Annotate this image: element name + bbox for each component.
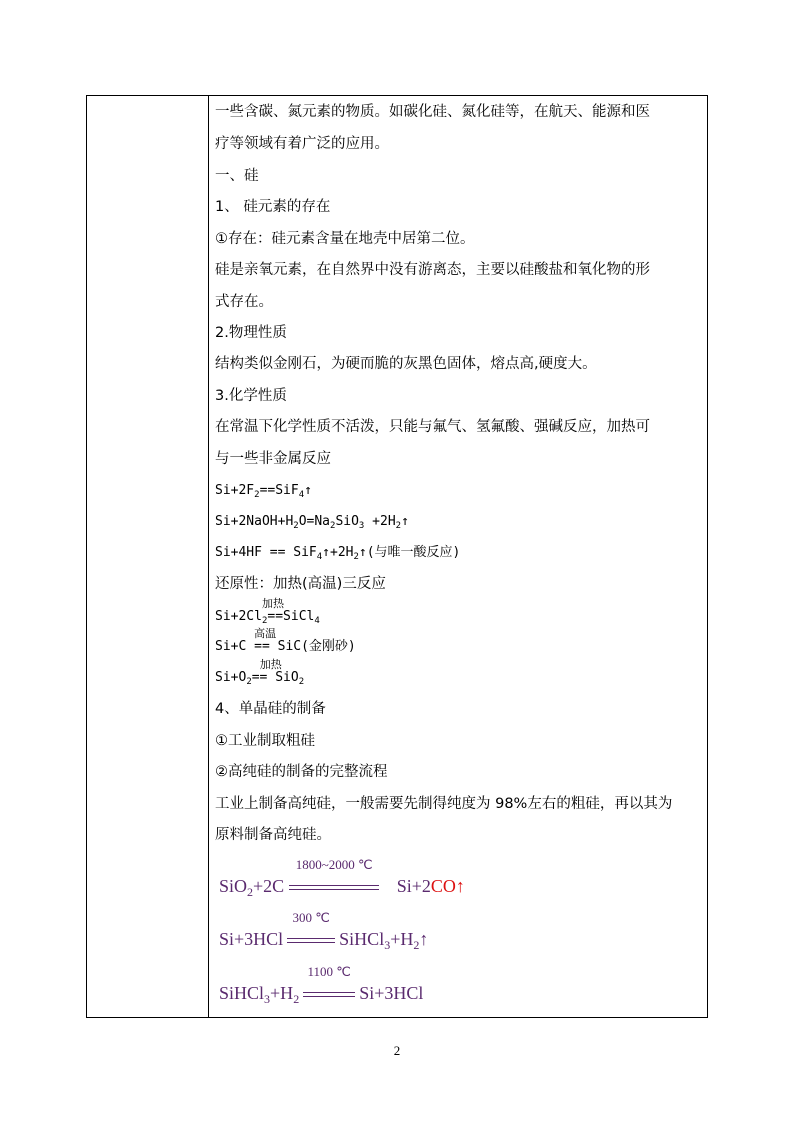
reaction-condition: 1100 ℃ xyxy=(303,983,355,1004)
text-line: 结构类似金刚石，为硬而脆的灰黑色固体，熔点高,硬度大。 xyxy=(215,356,597,372)
subsection-heading: 3.化学性质 xyxy=(215,388,287,404)
text-line: 与一些非金属反应 xyxy=(215,451,331,467)
reaction-si-f2: $Si+2F_2==SiF_4↑$ xyxy=(215,483,312,500)
reaction-si-c: Si+C 高温 == SiC(金刚砂) xyxy=(215,627,356,654)
text-line: ①存在：硅元素含量在地壳中居第二位。 xyxy=(215,231,475,247)
process-equation-2: Si+3HCl 300 ℃ $SiHCl_3+H_2↑$ xyxy=(219,910,429,952)
text-line: 疗等领域有着广泛的应用。 xyxy=(215,136,389,152)
subsection-heading: 1、 硅元素的存在 xyxy=(215,199,331,215)
text-line: 原料制备高纯硅。 xyxy=(215,827,331,843)
page-number: 2 xyxy=(393,1043,401,1058)
process-equation-1: SiO$_2$+2C 1800~2000 ℃ Si+2CO↑ xyxy=(219,857,465,899)
text-line: 硅是亲氧元素，在自然界中没有游离态，主要以硅酸盐和氧化物的形 xyxy=(215,262,650,278)
reaction-si-hf: $Si+4HF == SiF_4↑+2H_2↑$(与唯一酸反应) xyxy=(215,545,461,562)
process-equation-3: $SiHCl_3+H_2$ 1100 ℃ Si+3HCl xyxy=(219,964,424,1006)
subsection-heading: 4、单晶硅的制备 xyxy=(215,701,326,717)
reaction-condition: 300 ℃ xyxy=(287,929,335,950)
reaction-si-o2: $Si+O_2$ 加热 == SiO$_2$ xyxy=(215,658,305,687)
reaction-condition: 1800~2000 ℃ xyxy=(288,876,380,897)
text-line: 还原性：加热(高温)三反应 xyxy=(215,576,386,592)
text-line: ②高纯硅的制备的完整流程 xyxy=(215,764,388,780)
content-table xyxy=(86,95,708,1018)
column-divider xyxy=(208,96,209,1017)
text-line: 工业上制备高纯硅，一般需要先制得纯度为 98%左右的粗硅，再以其为 xyxy=(215,796,673,812)
reaction-si-cl2: $Si+2Cl_2$ 加热 ==SiCl$_4$ xyxy=(215,597,320,626)
reaction-si-naoh: $Si+2NaOH+H_2O=Na_2SiO_3$ $+2H_2↑$ xyxy=(215,514,409,531)
text-line: 在常温下化学性质不活泼，只能与氟气、氢氟酸、强碱反应，加热可 xyxy=(215,419,650,435)
text-line: 式存在。 xyxy=(215,294,273,310)
text-line: ①工业制取粗硅 xyxy=(215,733,315,749)
text-line: 一些含碳、氮元素的物质。如碳化硅、氮化硅等，在航天、能源和医 xyxy=(215,104,650,120)
subsection-heading: 2.物理性质 xyxy=(215,325,287,341)
section-heading: 一、硅 xyxy=(215,168,259,184)
